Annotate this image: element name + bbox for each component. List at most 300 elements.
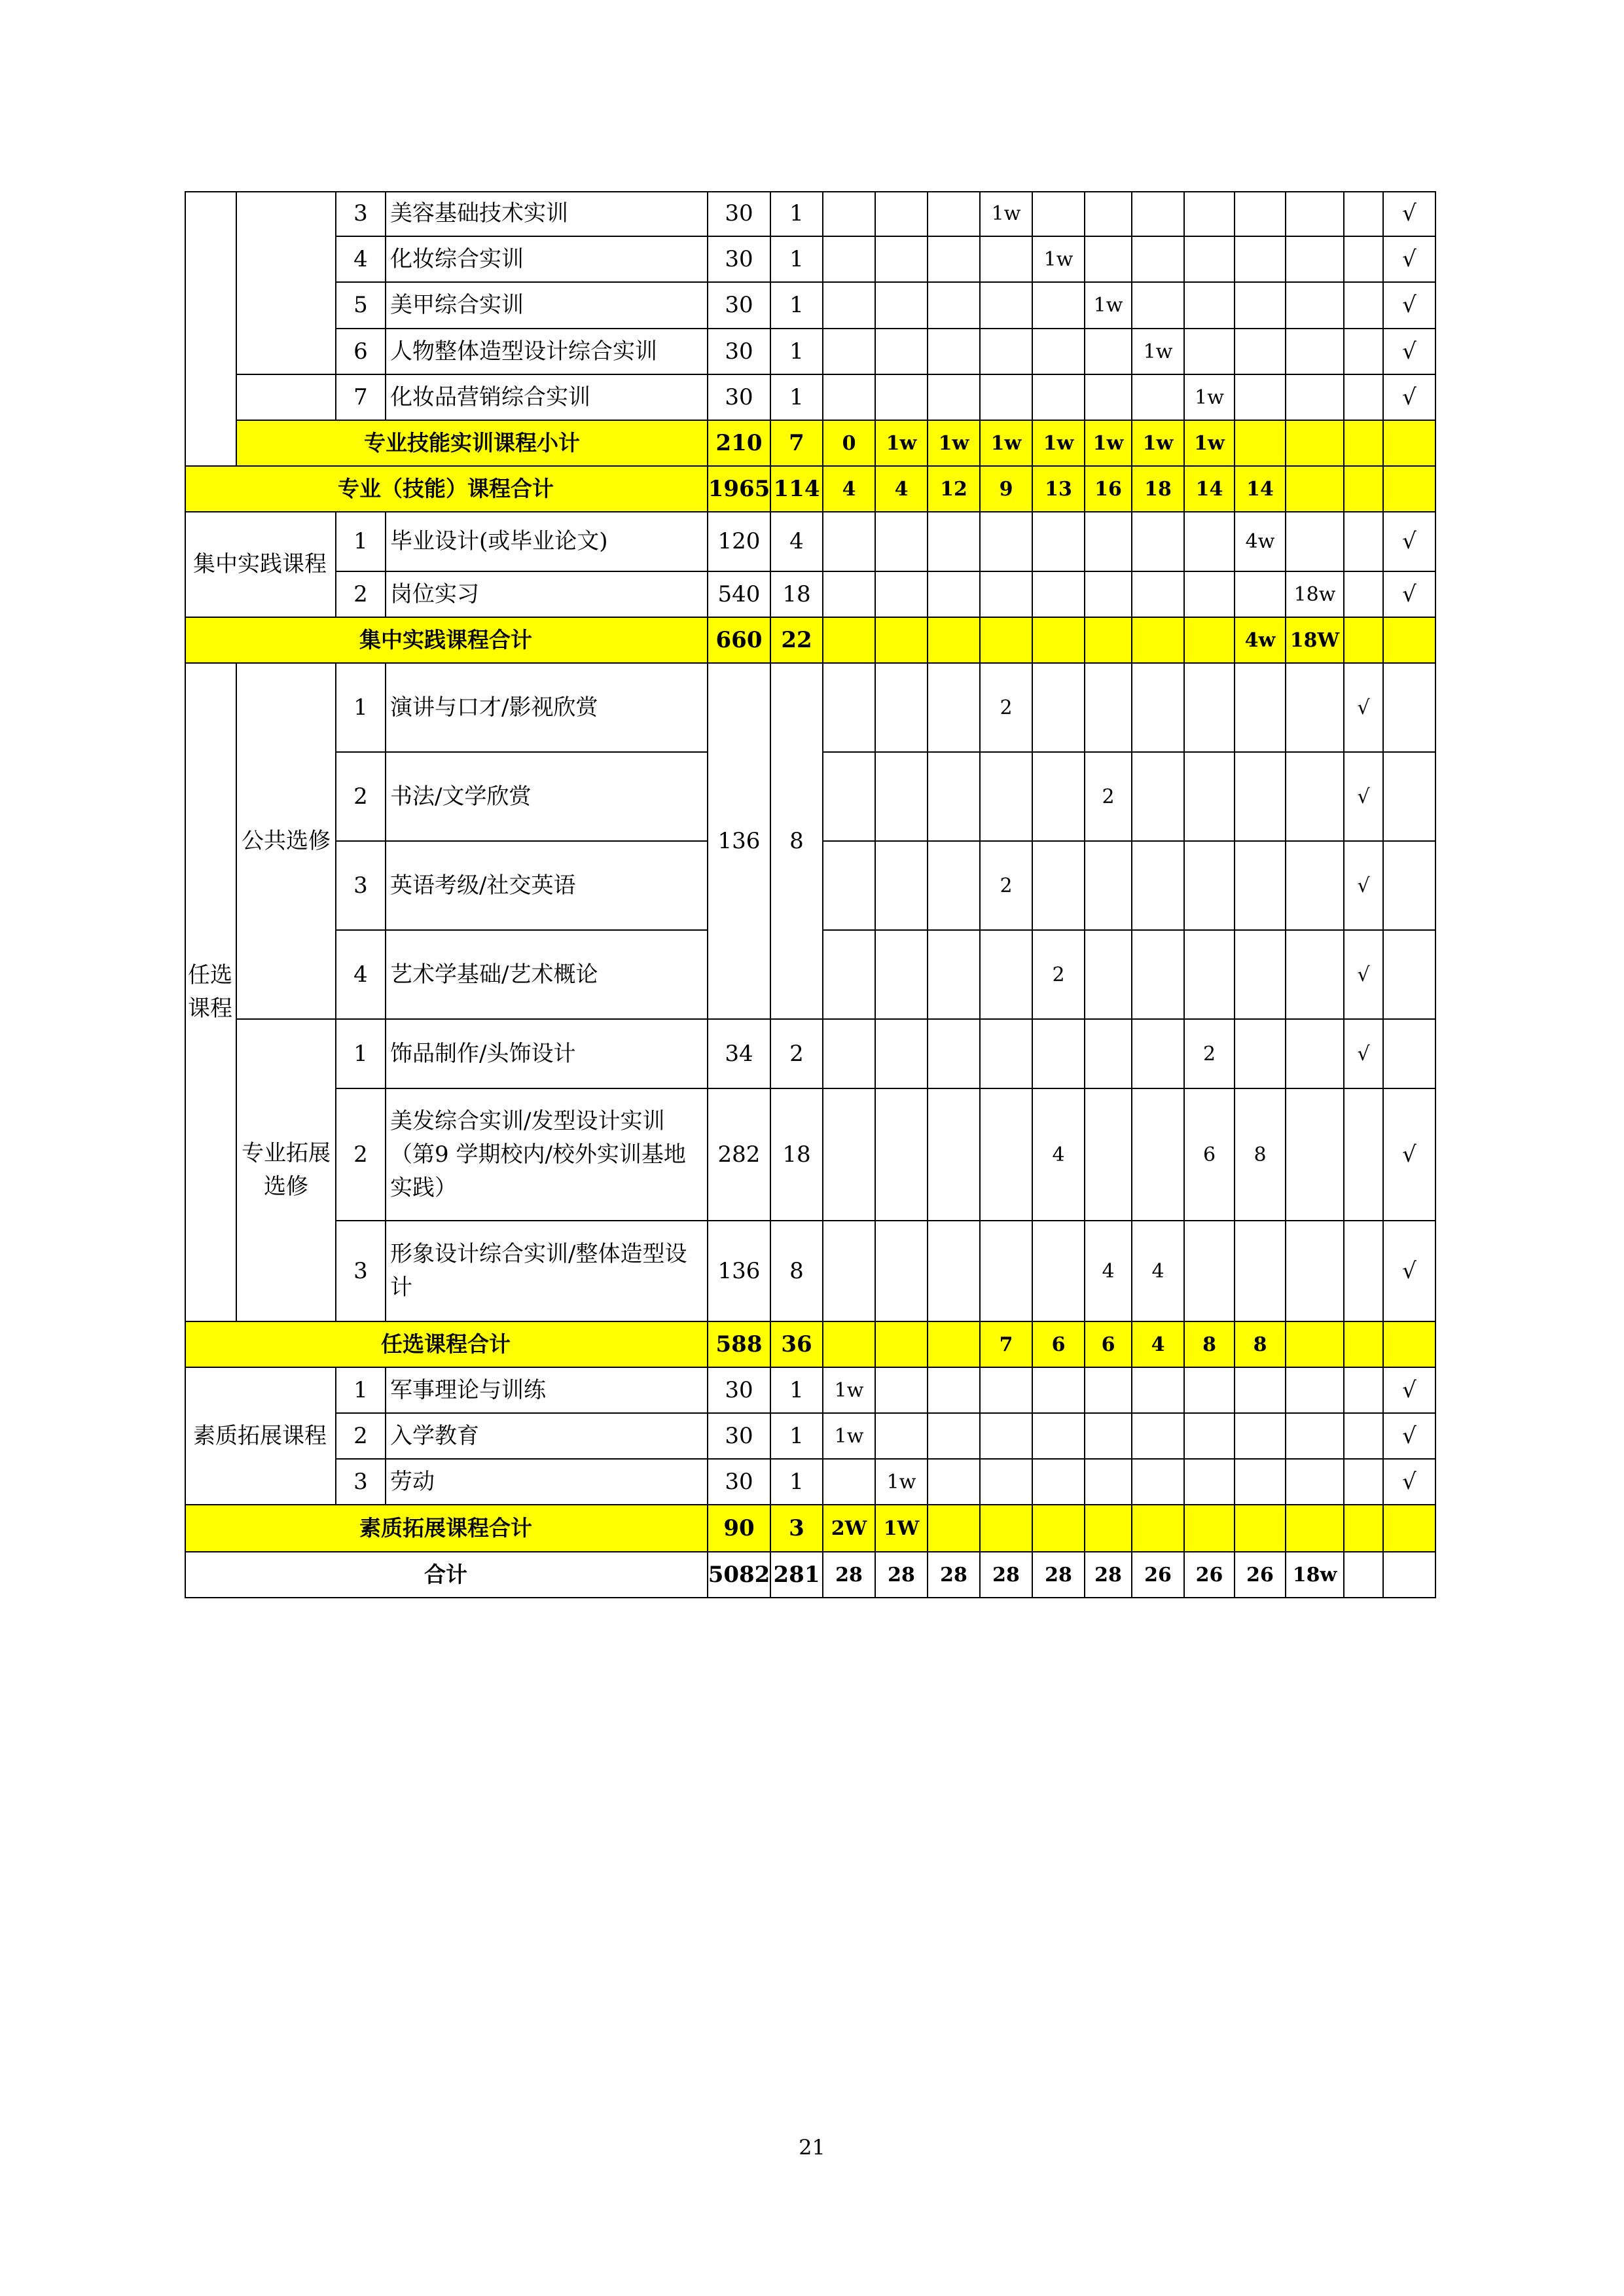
semester-cell bbox=[823, 1020, 876, 1089]
semester-cell bbox=[823, 237, 876, 283]
semester-cell bbox=[1235, 1221, 1286, 1322]
semester-cell: 2W bbox=[823, 1505, 876, 1552]
credits-cell: 22 bbox=[771, 618, 823, 664]
semester-cell bbox=[1033, 329, 1085, 375]
hours-cell: 30 bbox=[708, 191, 771, 237]
row-number: 3 bbox=[336, 1460, 386, 1505]
row-number: 2 bbox=[336, 753, 386, 842]
row-number: 7 bbox=[336, 375, 386, 421]
assessment-cell: √ bbox=[1384, 329, 1436, 375]
semester-cell bbox=[1235, 753, 1286, 842]
course-name: 美容基础技术实训 bbox=[386, 191, 708, 237]
row-number: 2 bbox=[336, 1414, 386, 1460]
semester-cell bbox=[1286, 237, 1344, 283]
hours-cell: 34 bbox=[708, 1020, 771, 1089]
semester-cell: 8 bbox=[1235, 1089, 1286, 1221]
row-total-label: 合计 bbox=[185, 1552, 708, 1598]
semester-cell bbox=[876, 1089, 928, 1221]
assessment-cell: √ bbox=[1384, 1460, 1436, 1505]
semester-cell bbox=[928, 931, 981, 1020]
course-name: 劳动 bbox=[386, 1460, 708, 1505]
semester-cell bbox=[1235, 1368, 1286, 1414]
course-name: 形象设计综合实训/整体造型设计 bbox=[386, 1221, 708, 1322]
assessment-cell bbox=[1384, 753, 1436, 842]
row-number: 1 bbox=[336, 1368, 386, 1414]
hours-cell: 660 bbox=[708, 618, 771, 664]
semester-cell: 6 bbox=[1085, 1322, 1132, 1368]
semester-cell bbox=[1132, 664, 1185, 753]
semester-cell: 14 bbox=[1185, 467, 1235, 512]
semester-cell bbox=[876, 1322, 928, 1368]
semester-cell bbox=[1132, 1089, 1185, 1221]
semester-cell: 1w bbox=[1185, 375, 1235, 421]
semester-cell bbox=[823, 931, 876, 1020]
semester-cell bbox=[1185, 237, 1235, 283]
credits-cell: 8 bbox=[771, 664, 823, 1020]
semester-cell bbox=[876, 375, 928, 421]
semester-cell: 14 bbox=[1235, 467, 1286, 512]
credits-cell: 114 bbox=[771, 467, 823, 512]
semester-cell bbox=[1185, 664, 1235, 753]
semester-cell: 8 bbox=[1235, 1322, 1286, 1368]
course-name: 人物整体造型设计综合实训 bbox=[386, 329, 708, 375]
semester-cell bbox=[981, 1020, 1033, 1089]
semester-cell: 4w bbox=[1235, 618, 1286, 664]
semester-cell bbox=[1286, 664, 1344, 753]
semester-cell bbox=[1185, 753, 1235, 842]
semester-cell: 28 bbox=[1085, 1552, 1132, 1598]
semester-cell bbox=[1033, 753, 1085, 842]
semester-cell bbox=[1235, 842, 1286, 931]
assessment-cell bbox=[1384, 421, 1436, 467]
semester-cell bbox=[1344, 1368, 1384, 1414]
semester-cell bbox=[1033, 1221, 1085, 1322]
semester-cell bbox=[1235, 1020, 1286, 1089]
semester-cell bbox=[1286, 1505, 1344, 1552]
hours-cell: 540 bbox=[708, 572, 771, 618]
semester-cell bbox=[823, 512, 876, 572]
semester-cell bbox=[1132, 1505, 1185, 1552]
semester-cell bbox=[1344, 1322, 1384, 1368]
course-name: 化妆综合实训 bbox=[386, 237, 708, 283]
course-name: 毕业设计(或毕业论文) bbox=[386, 512, 708, 572]
semester-cell bbox=[928, 618, 981, 664]
semester-cell: √ bbox=[1344, 931, 1384, 1020]
semester-cell: 1w bbox=[981, 191, 1033, 237]
semester-cell bbox=[1286, 467, 1344, 512]
semester-cell bbox=[823, 191, 876, 237]
semester-cell: 26 bbox=[1132, 1552, 1185, 1598]
hours-cell: 588 bbox=[708, 1322, 771, 1368]
semester-cell bbox=[1132, 375, 1185, 421]
credits-cell: 281 bbox=[771, 1552, 823, 1598]
semester-cell: 1w bbox=[981, 421, 1033, 467]
credits-cell: 1 bbox=[771, 283, 823, 329]
semester-cell: 0 bbox=[823, 421, 876, 467]
row-number: 1 bbox=[336, 664, 386, 753]
semester-cell bbox=[1085, 1505, 1132, 1552]
semester-cell bbox=[1085, 842, 1132, 931]
semester-cell bbox=[1033, 191, 1085, 237]
semester-cell: 1w bbox=[1085, 283, 1132, 329]
course-name: 入学教育 bbox=[386, 1414, 708, 1460]
semester-cell bbox=[823, 572, 876, 618]
semester-cell bbox=[981, 237, 1033, 283]
semester-cell bbox=[1286, 1414, 1344, 1460]
semester-cell: √ bbox=[1344, 842, 1384, 931]
course-name: 军事理论与训练 bbox=[386, 1368, 708, 1414]
semester-cell bbox=[1286, 512, 1344, 572]
semester-cell bbox=[1235, 237, 1286, 283]
semester-cell bbox=[1085, 1460, 1132, 1505]
semester-cell: 28 bbox=[1033, 1552, 1085, 1598]
semester-cell bbox=[928, 842, 981, 931]
semester-cell bbox=[1033, 1414, 1085, 1460]
semester-cell: 4 bbox=[1132, 1221, 1185, 1322]
semester-cell bbox=[928, 512, 981, 572]
semester-cell: 28 bbox=[823, 1552, 876, 1598]
semester-cell bbox=[876, 329, 928, 375]
semester-cell bbox=[1132, 842, 1185, 931]
semester-cell bbox=[1344, 467, 1384, 512]
assessment-cell: √ bbox=[1384, 283, 1436, 329]
credits-cell: 1 bbox=[771, 1414, 823, 1460]
semester-cell: 1w bbox=[823, 1414, 876, 1460]
assessment-cell: √ bbox=[1384, 572, 1436, 618]
subgroup-label-extension: 专业拓展选修 bbox=[237, 1020, 336, 1322]
semester-cell bbox=[1185, 191, 1235, 237]
course-name: 饰品制作/头饰设计 bbox=[386, 1020, 708, 1089]
semester-cell bbox=[1033, 842, 1085, 931]
semester-cell bbox=[1185, 931, 1235, 1020]
credits-cell: 1 bbox=[771, 191, 823, 237]
semester-cell bbox=[1286, 283, 1344, 329]
semester-cell bbox=[1033, 1460, 1085, 1505]
semester-cell bbox=[981, 512, 1033, 572]
semester-cell bbox=[928, 191, 981, 237]
semester-cell bbox=[1185, 1221, 1235, 1322]
course-name: 化妆品营销综合实训 bbox=[386, 375, 708, 421]
semester-cell bbox=[981, 1505, 1033, 1552]
semester-cell: 4 bbox=[876, 467, 928, 512]
semester-cell: 26 bbox=[1235, 1552, 1286, 1598]
assessment-cell: √ bbox=[1384, 512, 1436, 572]
semester-cell: 1w bbox=[1033, 421, 1085, 467]
semester-cell bbox=[876, 572, 928, 618]
semester-cell bbox=[1286, 1089, 1344, 1221]
semester-cell bbox=[928, 1505, 981, 1552]
semester-cell bbox=[981, 1414, 1033, 1460]
semester-cell bbox=[823, 1460, 876, 1505]
semester-cell bbox=[1286, 1221, 1344, 1322]
semester-cell bbox=[1344, 1089, 1384, 1221]
semester-cell bbox=[1033, 572, 1085, 618]
semester-cell bbox=[1235, 1505, 1286, 1552]
assessment-cell bbox=[1384, 1505, 1436, 1552]
semester-cell bbox=[823, 1322, 876, 1368]
semester-cell bbox=[928, 329, 981, 375]
course-name: 演讲与口才/影视欣赏 bbox=[386, 664, 708, 753]
semester-cell bbox=[1344, 572, 1384, 618]
semester-cell bbox=[1132, 1460, 1185, 1505]
semester-cell bbox=[928, 1020, 981, 1089]
credits-cell: 8 bbox=[771, 1221, 823, 1322]
semester-cell: 2 bbox=[981, 664, 1033, 753]
semester-cell bbox=[1235, 1460, 1286, 1505]
semester-cell bbox=[1033, 1020, 1085, 1089]
semester-cell bbox=[1085, 191, 1132, 237]
hours-cell: 1965 bbox=[708, 467, 771, 512]
semester-cell: 1w bbox=[1132, 329, 1185, 375]
semester-cell bbox=[928, 1322, 981, 1368]
semester-cell: 4w bbox=[1235, 512, 1286, 572]
semester-cell bbox=[1185, 618, 1235, 664]
semester-cell bbox=[823, 753, 876, 842]
semester-cell bbox=[1033, 1368, 1085, 1414]
row-total-label: 专业（技能）课程合计 bbox=[185, 467, 708, 512]
semester-cell bbox=[1286, 1020, 1344, 1089]
group-label-quality: 素质拓展课程 bbox=[185, 1368, 336, 1505]
row-number: 3 bbox=[336, 191, 386, 237]
semester-cell bbox=[1286, 753, 1344, 842]
semester-cell bbox=[928, 753, 981, 842]
semester-cell bbox=[1344, 1552, 1384, 1598]
semester-cell: 1w bbox=[928, 421, 981, 467]
semester-cell bbox=[1132, 512, 1185, 572]
assessment-cell bbox=[1384, 1322, 1436, 1368]
semester-cell: 13 bbox=[1033, 467, 1085, 512]
semester-cell bbox=[876, 618, 928, 664]
semester-cell bbox=[1235, 191, 1286, 237]
credits-cell: 1 bbox=[771, 1368, 823, 1414]
hours-cell: 30 bbox=[708, 237, 771, 283]
assessment-cell: √ bbox=[1384, 1414, 1436, 1460]
row-total-label: 素质拓展课程合计 bbox=[185, 1505, 708, 1552]
semester-cell bbox=[1185, 572, 1235, 618]
row-number: 2 bbox=[336, 1089, 386, 1221]
semester-cell: 6 bbox=[1185, 1089, 1235, 1221]
semester-cell bbox=[1286, 375, 1344, 421]
row-number: 2 bbox=[336, 572, 386, 618]
semester-cell bbox=[1132, 618, 1185, 664]
semester-cell: 1w bbox=[1185, 421, 1235, 467]
semester-cell bbox=[1344, 618, 1384, 664]
subgroup-label-public: 公共选修 bbox=[237, 664, 336, 1020]
hours-cell: 282 bbox=[708, 1089, 771, 1221]
semester-cell bbox=[1033, 283, 1085, 329]
semester-cell bbox=[1185, 329, 1235, 375]
semester-cell bbox=[823, 1221, 876, 1322]
semester-cell bbox=[1344, 512, 1384, 572]
semester-cell bbox=[1085, 329, 1132, 375]
semester-cell bbox=[876, 237, 928, 283]
semester-cell: 28 bbox=[981, 1552, 1033, 1598]
semester-cell bbox=[981, 1221, 1033, 1322]
semester-cell bbox=[1286, 1368, 1344, 1414]
assessment-cell: √ bbox=[1384, 237, 1436, 283]
semester-cell bbox=[823, 283, 876, 329]
credits-cell: 36 bbox=[771, 1322, 823, 1368]
group-cell-blank bbox=[185, 191, 237, 467]
semester-cell: 16 bbox=[1085, 467, 1132, 512]
semester-cell bbox=[1185, 512, 1235, 572]
semester-cell bbox=[1344, 421, 1384, 467]
semester-cell bbox=[1286, 191, 1344, 237]
semester-cell bbox=[928, 283, 981, 329]
semester-cell bbox=[1085, 375, 1132, 421]
semester-cell: 1w bbox=[1033, 237, 1085, 283]
hours-cell: 120 bbox=[708, 512, 771, 572]
semester-cell bbox=[876, 1414, 928, 1460]
semester-cell bbox=[876, 1020, 928, 1089]
row-number: 4 bbox=[336, 931, 386, 1020]
semester-cell bbox=[1033, 375, 1085, 421]
semester-cell bbox=[981, 329, 1033, 375]
semester-cell bbox=[1344, 237, 1384, 283]
semester-cell bbox=[1185, 283, 1235, 329]
semester-cell: 1w bbox=[1132, 421, 1185, 467]
semester-cell bbox=[1235, 329, 1286, 375]
semester-cell bbox=[823, 664, 876, 753]
semester-cell bbox=[1235, 664, 1286, 753]
row-number: 3 bbox=[336, 842, 386, 931]
semester-cell bbox=[981, 572, 1033, 618]
row-number: 3 bbox=[336, 1221, 386, 1322]
course-name: 美甲综合实训 bbox=[386, 283, 708, 329]
credits-cell: 2 bbox=[771, 1020, 823, 1089]
semester-cell bbox=[876, 842, 928, 931]
semester-cell bbox=[1235, 1414, 1286, 1460]
semester-cell bbox=[876, 1221, 928, 1322]
semester-cell bbox=[1085, 572, 1132, 618]
semester-cell bbox=[1286, 329, 1344, 375]
semester-cell bbox=[928, 572, 981, 618]
semester-cell bbox=[1286, 1322, 1344, 1368]
hours-cell: 90 bbox=[708, 1505, 771, 1552]
semester-cell bbox=[1185, 1460, 1235, 1505]
assessment-cell bbox=[1384, 842, 1436, 931]
semester-cell: 2 bbox=[981, 842, 1033, 931]
semester-cell bbox=[1085, 237, 1132, 283]
semester-cell bbox=[876, 753, 928, 842]
semester-cell bbox=[1235, 283, 1286, 329]
semester-cell bbox=[981, 931, 1033, 1020]
semester-cell bbox=[1085, 1089, 1132, 1221]
row-total-label: 任选课程合计 bbox=[185, 1322, 708, 1368]
hours-cell: 30 bbox=[708, 329, 771, 375]
semester-cell bbox=[1132, 1414, 1185, 1460]
semester-cell: 1w bbox=[876, 1460, 928, 1505]
assessment-cell bbox=[1384, 664, 1436, 753]
hours-cell: 30 bbox=[708, 1414, 771, 1460]
semester-cell bbox=[1085, 618, 1132, 664]
semester-cell: √ bbox=[1344, 1020, 1384, 1089]
semester-cell: 2 bbox=[1085, 753, 1132, 842]
credits-cell: 1 bbox=[771, 237, 823, 283]
semester-cell: 9 bbox=[981, 467, 1033, 512]
semester-cell bbox=[876, 191, 928, 237]
row-number: 5 bbox=[336, 283, 386, 329]
semester-cell bbox=[1344, 329, 1384, 375]
credits-cell: 18 bbox=[771, 1089, 823, 1221]
semester-cell: 28 bbox=[876, 1552, 928, 1598]
semester-cell: 1w bbox=[823, 1368, 876, 1414]
semester-cell bbox=[1085, 1368, 1132, 1414]
group-label-practice: 集中实践课程 bbox=[185, 512, 336, 618]
assessment-cell: √ bbox=[1384, 1221, 1436, 1322]
semester-cell bbox=[1132, 572, 1185, 618]
assessment-cell: √ bbox=[1384, 1368, 1436, 1414]
semester-cell bbox=[876, 512, 928, 572]
semester-cell bbox=[1235, 931, 1286, 1020]
assessment-cell bbox=[1384, 1020, 1436, 1089]
semester-cell bbox=[1344, 1505, 1384, 1552]
course-name: 书法/文学欣赏 bbox=[386, 753, 708, 842]
semester-cell bbox=[981, 375, 1033, 421]
semester-cell: 4 bbox=[1033, 1089, 1085, 1221]
semester-cell bbox=[1033, 1505, 1085, 1552]
semester-cell: 1w bbox=[1085, 421, 1132, 467]
group-label-elective: 任选课程 bbox=[185, 664, 237, 1322]
assessment-cell bbox=[1384, 467, 1436, 512]
semester-cell bbox=[1185, 842, 1235, 931]
row-number: 6 bbox=[336, 329, 386, 375]
hours-cell: 210 bbox=[708, 421, 771, 467]
semester-cell bbox=[1085, 931, 1132, 1020]
semester-cell bbox=[1132, 931, 1185, 1020]
semester-cell bbox=[1033, 664, 1085, 753]
semester-cell bbox=[823, 375, 876, 421]
assessment-cell bbox=[1384, 931, 1436, 1020]
hours-cell: 136 bbox=[708, 664, 771, 1020]
semester-cell bbox=[1286, 421, 1344, 467]
semester-cell bbox=[1286, 842, 1344, 931]
semester-cell bbox=[1132, 753, 1185, 842]
semester-cell bbox=[1235, 375, 1286, 421]
semester-cell bbox=[928, 1368, 981, 1414]
semester-cell bbox=[823, 329, 876, 375]
semester-cell: √ bbox=[1344, 753, 1384, 842]
credits-cell: 3 bbox=[771, 1505, 823, 1552]
semester-cell: 26 bbox=[1185, 1552, 1235, 1598]
assessment-cell: √ bbox=[1384, 375, 1436, 421]
course-name: 岗位实习 bbox=[386, 572, 708, 618]
semester-cell: 18w bbox=[1286, 572, 1344, 618]
hours-cell: 30 bbox=[708, 1460, 771, 1505]
semester-cell: 1W bbox=[876, 1505, 928, 1552]
hours-cell: 136 bbox=[708, 1221, 771, 1322]
semester-cell bbox=[1344, 1460, 1384, 1505]
semester-cell bbox=[981, 1368, 1033, 1414]
assessment-cell bbox=[1384, 618, 1436, 664]
semester-cell: 12 bbox=[928, 467, 981, 512]
semester-cell bbox=[1033, 618, 1085, 664]
semester-cell bbox=[1085, 1020, 1132, 1089]
semester-cell bbox=[1344, 1221, 1384, 1322]
semester-cell bbox=[876, 1368, 928, 1414]
semester-cell bbox=[1132, 283, 1185, 329]
semester-cell bbox=[1235, 572, 1286, 618]
semester-cell bbox=[1085, 512, 1132, 572]
semester-cell: 6 bbox=[1033, 1322, 1085, 1368]
semester-cell bbox=[981, 618, 1033, 664]
semester-cell: 18 bbox=[1132, 467, 1185, 512]
credits-cell: 4 bbox=[771, 512, 823, 572]
credits-cell: 18 bbox=[771, 572, 823, 618]
semester-cell bbox=[1085, 1414, 1132, 1460]
semester-cell bbox=[981, 283, 1033, 329]
semester-cell bbox=[1085, 664, 1132, 753]
